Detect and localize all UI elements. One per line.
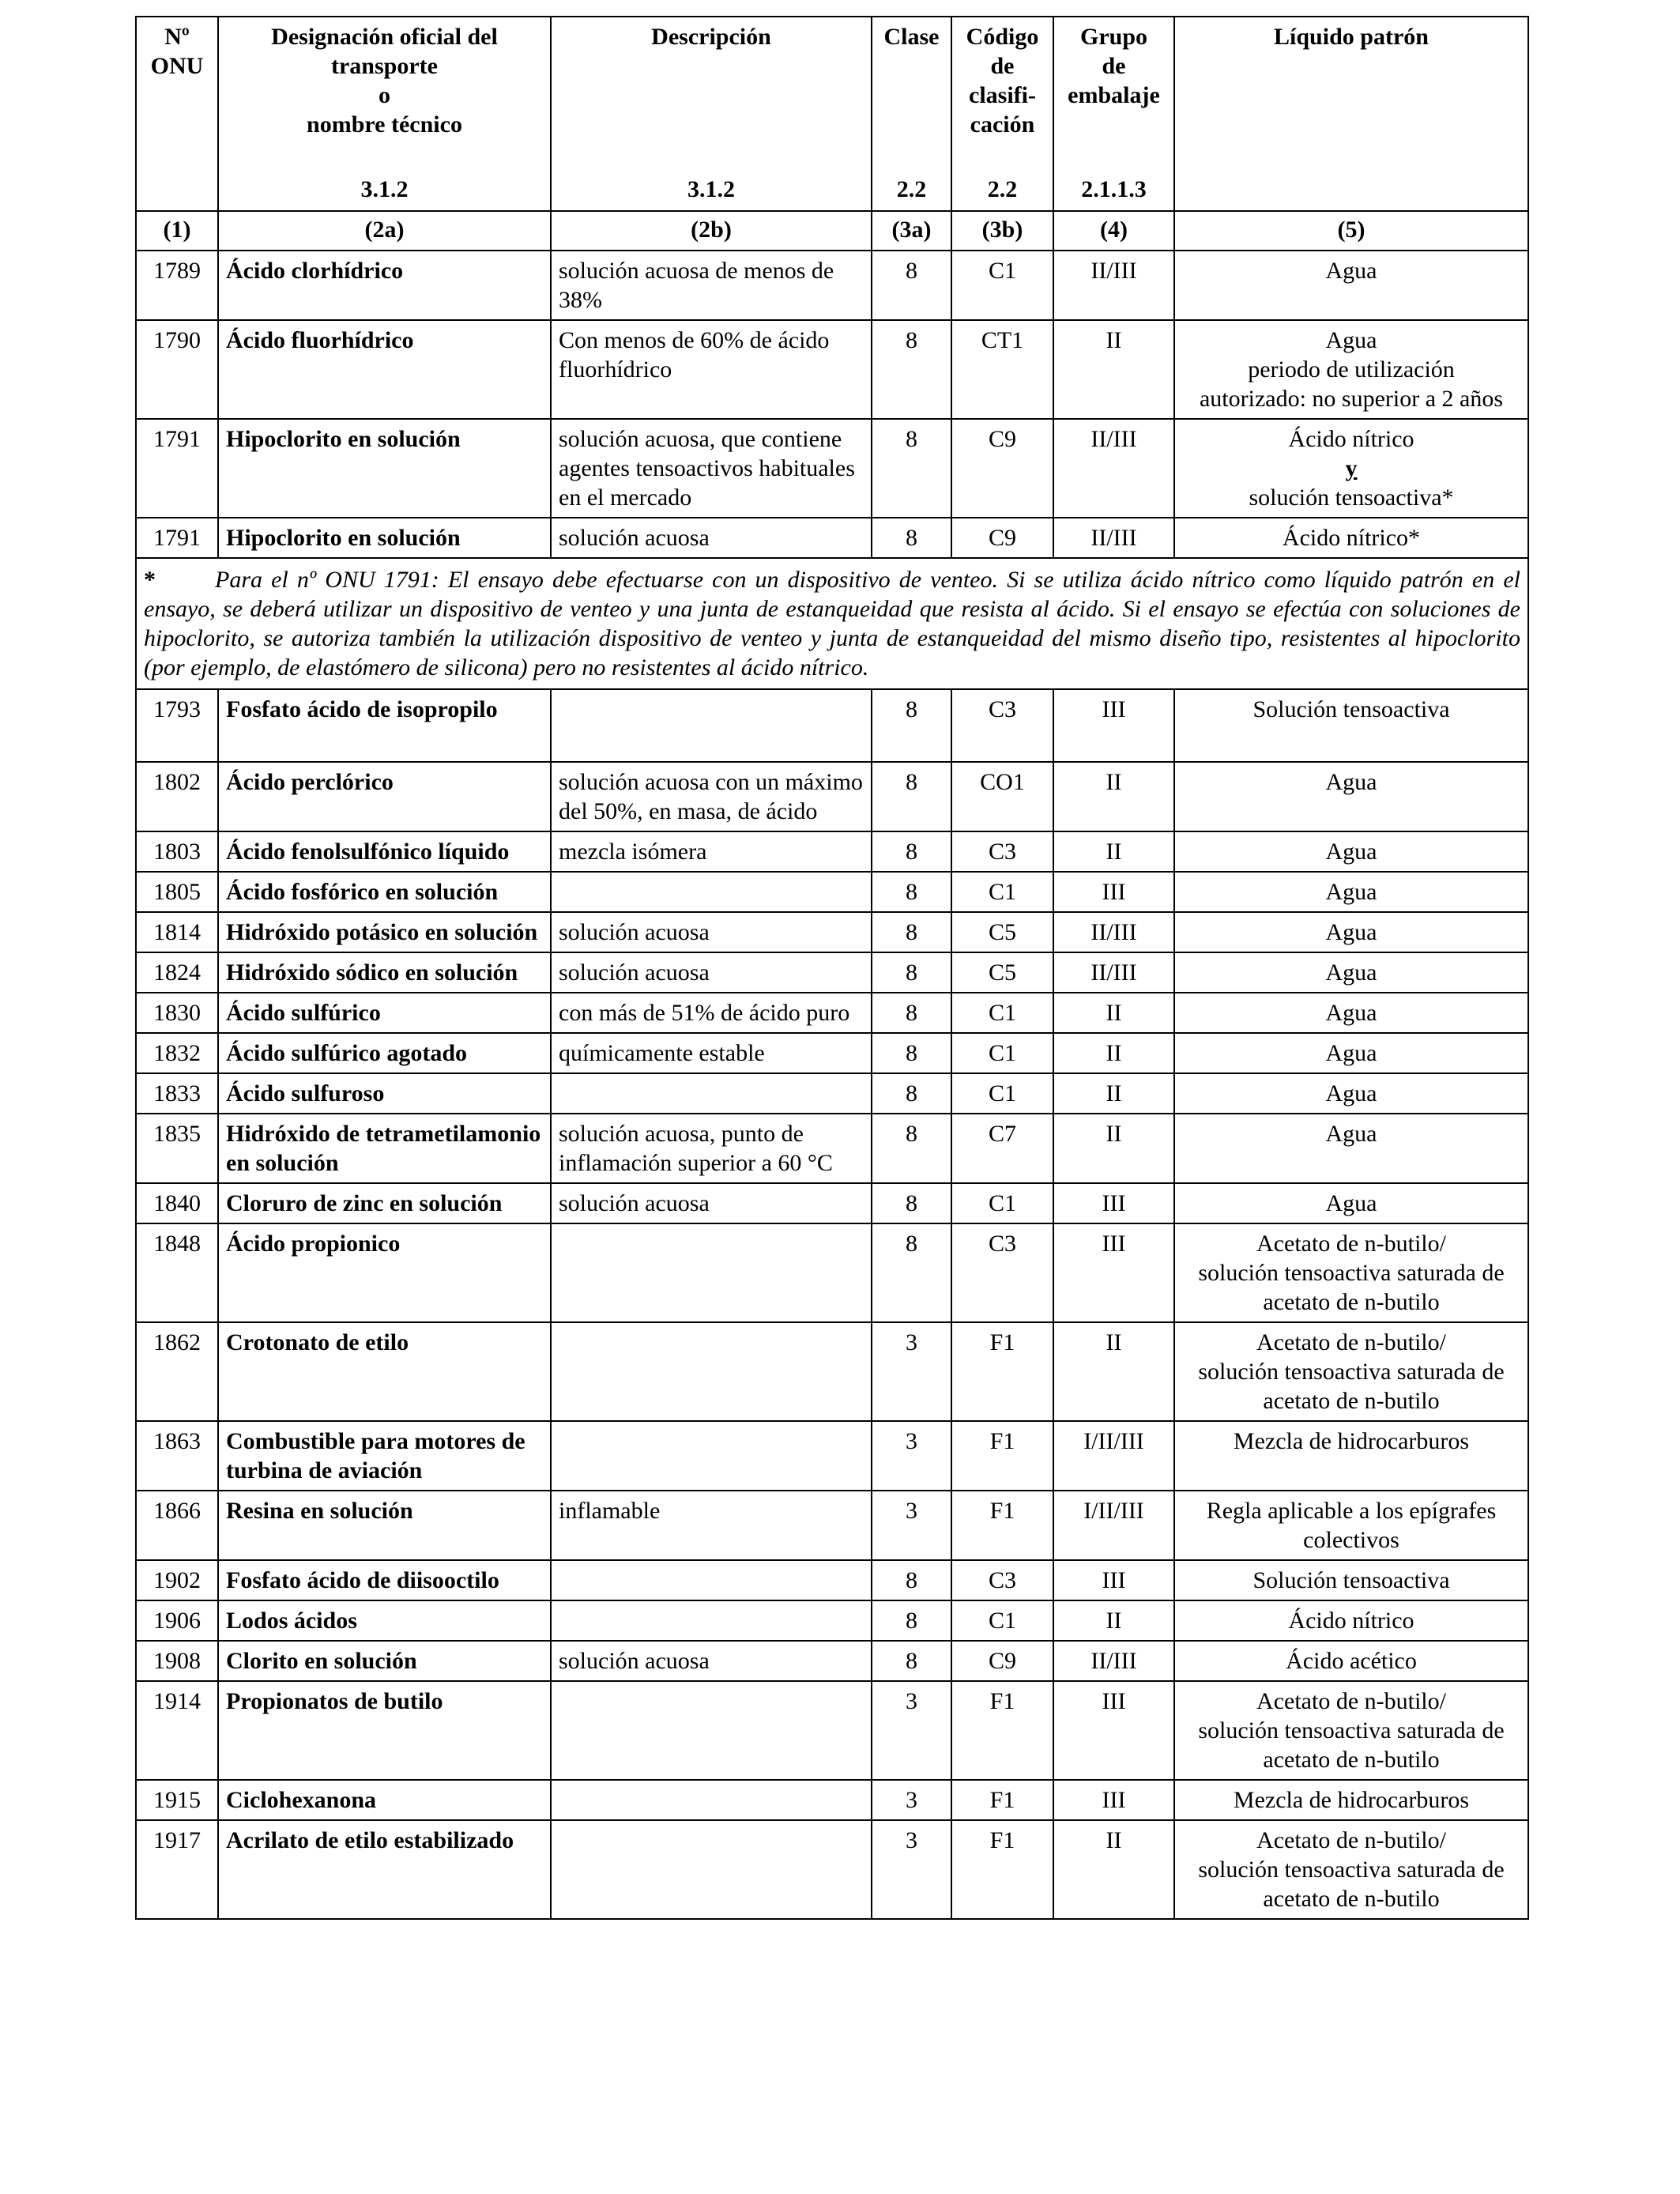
class-cell: 8 [872, 518, 951, 558]
table-row [136, 1600, 1528, 1641]
classification-code-cell: C1 [951, 1600, 1053, 1641]
header-onu-line: Nº [164, 24, 190, 50]
header-onu-line: ONU [150, 53, 204, 79]
standard-liquid-line: Solución tensoactiva [1252, 1567, 1450, 1593]
standard-liquid-cell [1174, 1600, 1528, 1641]
onu-number-cell: 1803 [136, 831, 218, 872]
packing-group-cell: II [1053, 1322, 1174, 1421]
class-cell: 8 [872, 912, 951, 952]
shipping-name-cell: Hidróxido de tetrametilamonio en solución [218, 1114, 551, 1183]
header-code-line: de [990, 53, 1015, 79]
standard-liquid-cell [1174, 912, 1528, 952]
standard-liquid-line: Mezcla de hidrocarburos [1233, 1428, 1470, 1454]
shipping-name-cell: Acrilato de etilo estabilizado [218, 1820, 551, 1919]
table-row [136, 689, 1528, 762]
onu-number-cell: 1830 [136, 993, 218, 1033]
standard-liquid-line: Agua [1325, 1080, 1377, 1106]
shipping-name-cell: Propionatos de butilo [218, 1681, 551, 1780]
header-designation-ref: 3.1.2 [360, 176, 409, 202]
packing-group-cell: III [1053, 872, 1174, 912]
table-row [136, 1073, 1528, 1114]
packing-group-cell: II [1053, 320, 1174, 419]
header-packing-group-line: embalaje [1068, 82, 1160, 108]
standard-liquid-line: acetato de n-butilo [1263, 1747, 1440, 1773]
class-cell: 8 [872, 1073, 951, 1114]
shipping-name-cell: Ácido sulfúrico agotado [218, 1033, 551, 1073]
standard-liquid-cell [1174, 518, 1528, 558]
class-cell: 8 [872, 251, 951, 320]
description-cell: solución acuosa [551, 1183, 872, 1223]
description-cell: solución acuosa, punto de inflamación superior a 60 °C [551, 1114, 872, 1183]
standard-liquid-line: Agua [1325, 327, 1377, 353]
onu-number-cell: 1908 [136, 1641, 218, 1681]
header-code [951, 17, 1053, 211]
standard-liquid-line: Agua [1325, 919, 1377, 945]
header-standard-liquid [1174, 17, 1528, 211]
classification-code-cell: C5 [951, 952, 1053, 993]
onu-number-cell: 1833 [136, 1073, 218, 1114]
onu-number-cell: 1848 [136, 1223, 218, 1322]
onu-number-cell: 1824 [136, 952, 218, 993]
column-number: (4) [1053, 211, 1174, 251]
class-cell: 8 [872, 1223, 951, 1322]
standard-liquid-cell [1174, 831, 1528, 872]
class-cell: 8 [872, 872, 951, 912]
description-cell: solución acuosa con un máximo del 50%, en masa, de ácido [551, 762, 872, 831]
table-row [136, 831, 1528, 872]
header-standard-liquid-label: Líquido patrón [1274, 24, 1429, 50]
onu-number-cell: 1791 [136, 518, 218, 558]
standard-liquid-cell [1174, 689, 1528, 762]
packing-group-cell: II [1053, 762, 1174, 831]
packing-group-cell: II [1053, 1073, 1174, 1114]
onu-number-cell: 1866 [136, 1491, 218, 1560]
table-row [136, 1223, 1528, 1322]
table-row [136, 1780, 1528, 1820]
standard-liquid-line: solución tensoactiva saturada de [1198, 1857, 1505, 1883]
class-cell: 8 [872, 419, 951, 518]
packing-group-cell: I/II/III [1053, 1421, 1174, 1491]
classification-code-cell: C1 [951, 1033, 1053, 1073]
table-row [136, 518, 1528, 558]
shipping-name-cell: Ácido propionico [218, 1223, 551, 1322]
standard-liquid-cell [1174, 1780, 1528, 1820]
onu-number-cell: 1789 [136, 251, 218, 320]
onu-number-cell: 1863 [136, 1421, 218, 1491]
classification-code-cell: CT1 [951, 320, 1053, 419]
packing-group-cell: III [1053, 1780, 1174, 1820]
packing-group-cell: II/III [1053, 1641, 1174, 1681]
header-packing-group-line: Grupo [1079, 24, 1148, 50]
description-cell: con más de 51% de ácido puro [551, 993, 872, 1033]
standard-liquid-line: acetato de n-butilo [1263, 1388, 1440, 1414]
header-description-label: Descripción [651, 24, 771, 50]
packing-group-cell: III [1053, 1681, 1174, 1780]
packing-group-cell: II [1053, 993, 1174, 1033]
packing-group-cell: II/III [1053, 952, 1174, 993]
column-number: (3a) [872, 211, 951, 251]
standard-liquid-cell [1174, 1322, 1528, 1421]
standard-liquid-line: Agua [1325, 1040, 1377, 1066]
column-number: (1) [136, 211, 218, 251]
table-row [136, 952, 1528, 993]
table-row [136, 993, 1528, 1033]
header-designation [218, 17, 551, 211]
onu-number-cell: 1835 [136, 1114, 218, 1183]
description-cell [551, 1322, 872, 1421]
packing-group-cell: II/III [1053, 912, 1174, 952]
description-cell: solución acuosa de menos de 38% [551, 251, 872, 320]
onu-number-cell: 1917 [136, 1820, 218, 1919]
standard-liquid-cell [1174, 952, 1528, 993]
classification-code-cell: C3 [951, 831, 1053, 872]
header-designation-line: nombre técnico [307, 111, 462, 138]
standard-liquid-cell [1174, 1033, 1528, 1073]
shipping-name-cell: Combustible para motores de turbina de aviación [218, 1421, 551, 1491]
description-cell [551, 1421, 872, 1491]
classification-code-cell: F1 [951, 1681, 1053, 1780]
standard-liquid-line: Agua [1325, 839, 1377, 865]
standard-liquid-cell [1174, 872, 1528, 912]
packing-group-cell: III [1053, 1223, 1174, 1322]
classification-code-cell: C7 [951, 1114, 1053, 1183]
header-class-ref: 2.2 [896, 176, 927, 202]
footnote-row [136, 558, 1528, 689]
shipping-name-cell: Ácido clorhídrico [218, 251, 551, 320]
classification-code-cell: C9 [951, 1641, 1053, 1681]
standard-liquid-line: periodo de utilización [1248, 356, 1455, 383]
description-cell [551, 1820, 872, 1919]
standard-liquid-line: Agua [1325, 879, 1377, 905]
header-packing-group [1053, 17, 1174, 211]
header-description [551, 17, 872, 211]
class-cell: 3 [872, 1491, 951, 1560]
standard-liquid-cell [1174, 1820, 1528, 1919]
description-cell: solución acuosa [551, 912, 872, 952]
table-row [136, 1183, 1528, 1223]
header-description-ref: 3.1.2 [687, 176, 735, 202]
header-code-line: cación [970, 111, 1035, 138]
header-onu [136, 17, 218, 211]
classification-code-cell: C3 [951, 1560, 1053, 1600]
header-class-label: Clase [883, 24, 940, 50]
onu-number-cell: 1793 [136, 689, 218, 762]
class-cell: 8 [872, 1183, 951, 1223]
onu-number-cell: 1802 [136, 762, 218, 831]
classification-code-cell: F1 [951, 1780, 1053, 1820]
classification-code-cell: C3 [951, 689, 1053, 762]
description-cell: Con menos de 60% de ácido fluorhídrico [551, 320, 872, 419]
standard-liquid-line: Ácido nítrico [1288, 1608, 1414, 1634]
classification-code-cell: C9 [951, 518, 1053, 558]
class-cell: 3 [872, 1780, 951, 1820]
standard-liquid-cell [1174, 251, 1528, 320]
standard-liquid-cell [1174, 1681, 1528, 1780]
shipping-name-cell: Ácido fluorhídrico [218, 320, 551, 419]
standard-liquid-cell [1174, 1421, 1528, 1491]
header-code-line: Código [966, 24, 1039, 50]
header-designation-line: transporte [331, 53, 438, 79]
standard-liquid-line: Acetato de n-butilo/ [1256, 1827, 1446, 1853]
classification-code-cell: C1 [951, 251, 1053, 320]
header-packing-group-line: de [1102, 53, 1126, 79]
footnote-cell [136, 558, 1528, 689]
description-cell [551, 689, 872, 762]
table-row [136, 1641, 1528, 1681]
description-cell [551, 872, 872, 912]
packing-group-cell: II [1053, 1600, 1174, 1641]
standard-liquid-line: Agua [1325, 1190, 1377, 1216]
standard-liquid-cell [1174, 320, 1528, 419]
onu-number-cell: 1840 [136, 1183, 218, 1223]
table-row [136, 1114, 1528, 1183]
standard-liquid-line: Solución tensoactiva [1252, 696, 1450, 722]
standard-liquid-line: solución tensoactiva saturada de [1198, 1717, 1505, 1744]
classification-code-cell: C3 [951, 1223, 1053, 1322]
table-row [136, 1421, 1528, 1491]
header-packing-group-ref: 2.1.1.3 [1081, 176, 1147, 202]
description-cell [551, 1560, 872, 1600]
table-row [136, 1491, 1528, 1560]
standard-liquid-line: solución tensoactiva saturada de [1198, 1359, 1505, 1385]
table-row [136, 1820, 1528, 1919]
standard-liquid-line: acetato de n-butilo [1263, 1886, 1440, 1912]
description-cell: inflamable [551, 1491, 872, 1560]
standard-liquid-cell [1174, 762, 1528, 831]
class-cell: 8 [872, 952, 951, 993]
class-cell: 8 [872, 993, 951, 1033]
class-cell: 8 [872, 689, 951, 762]
classification-code-cell: F1 [951, 1421, 1053, 1491]
standard-liquid-cell [1174, 1183, 1528, 1223]
shipping-name-cell: Cloruro de zinc en solución [218, 1183, 551, 1223]
description-cell [551, 1681, 872, 1780]
shipping-name-cell: Clorito en solución [218, 1641, 551, 1681]
classification-code-cell: C1 [951, 1073, 1053, 1114]
table-row [136, 1322, 1528, 1421]
table-row [136, 1681, 1528, 1780]
onu-number-cell: 1791 [136, 419, 218, 518]
column-number: (2a) [218, 211, 551, 251]
class-cell: 8 [872, 1033, 951, 1073]
header-designation-line: Designación oficial del [271, 24, 498, 50]
standard-liquid-line: Acetato de n-butilo/ [1256, 1329, 1446, 1355]
table-row [136, 872, 1528, 912]
classification-code-cell: C1 [951, 993, 1053, 1033]
shipping-name-cell: Ácido sulfuroso [218, 1073, 551, 1114]
shipping-name-cell: Hipoclorito en solución [218, 518, 551, 558]
onu-number-cell: 1906 [136, 1600, 218, 1641]
description-cell: solución acuosa [551, 1641, 872, 1681]
footnote-star: * [144, 567, 156, 593]
standard-liquid-line: Agua [1325, 769, 1377, 795]
column-number: (5) [1174, 211, 1528, 251]
standard-liquid-line: solución tensoactiva saturada de [1198, 1260, 1505, 1286]
shipping-name-cell: Ácido sulfúrico [218, 993, 551, 1033]
class-cell: 8 [872, 1560, 951, 1600]
footnote-text: Para el nº ONU 1791: El ensayo debe efectuarse con un dispositivo de venteo. Si se utiliza ácido nítrico como líquido patrón en el ensayo, se deberá utilizar un dispositivo de venteo y una junta de estanqueidad que resista al ácido. Si el ensayo se efectúa con soluciones de hipoclorito, se autoriza también la utilización dispositivo de venteo y junta de estanqueidad del mismo diseño tipo, resistentes al hipoclorito (por ejemplo, de elastómero de silicona) pero no resistentes al ácido nítrico. [144, 567, 1520, 680]
class-cell: 3 [872, 1820, 951, 1919]
class-cell: 3 [872, 1681, 951, 1780]
standard-liquid-line: Agua [1325, 1000, 1377, 1026]
description-cell: solución acuosa [551, 518, 872, 558]
onu-number-cell: 1814 [136, 912, 218, 952]
shipping-name-cell: Fosfato ácido de isopropilo [218, 689, 551, 762]
standard-liquid-cell [1174, 1560, 1528, 1600]
packing-group-cell: III [1053, 689, 1174, 762]
standard-liquid-line: Mezcla de hidrocarburos [1233, 1787, 1470, 1813]
shipping-name-cell: Fosfato ácido de diisooctilo [218, 1560, 551, 1600]
standard-liquid-line: Acetato de n-butilo/ [1256, 1231, 1446, 1257]
standard-liquid-line: Acetato de n-butilo/ [1256, 1688, 1446, 1714]
table-row [136, 1033, 1528, 1073]
classification-code-cell: F1 [951, 1820, 1053, 1919]
classification-code-cell: C1 [951, 1183, 1053, 1223]
shipping-name-cell: Ácido fosfórico en solución [218, 872, 551, 912]
onu-number-cell: 1832 [136, 1033, 218, 1073]
class-cell: 8 [872, 762, 951, 831]
packing-group-cell: II/III [1053, 251, 1174, 320]
header-code-ref: 2.2 [987, 176, 1018, 202]
packing-group-cell: II [1053, 1114, 1174, 1183]
description-cell [551, 1223, 872, 1322]
description-cell: solución acuosa, que contiene agentes tensoactivos habituales en el mercado [551, 419, 872, 518]
shipping-name-cell: Hidróxido potásico en solución [218, 912, 551, 952]
standard-liquid-line: colectivos [1303, 1527, 1399, 1553]
standard-liquid-cell [1174, 1491, 1528, 1560]
shipping-name-cell: Lodos ácidos [218, 1600, 551, 1641]
table-body-after-note [136, 689, 1528, 1919]
standard-liquid-line: Ácido acético [1286, 1648, 1417, 1674]
shipping-name-cell: Hipoclorito en solución [218, 419, 551, 518]
standard-liquid-line: Agua [1325, 959, 1377, 986]
shipping-name-cell: Ciclohexanona [218, 1780, 551, 1820]
standard-liquid-cell [1174, 1073, 1528, 1114]
onu-number-cell: 1805 [136, 872, 218, 912]
classification-code-cell: CO1 [951, 762, 1053, 831]
header-code-line: clasifi- [969, 82, 1036, 108]
standard-liquid-line: Regla aplicable a los epígrafes [1206, 1498, 1497, 1524]
standard-liquid-line: Agua [1325, 1121, 1377, 1147]
description-cell [551, 1780, 872, 1820]
onu-number-cell: 1915 [136, 1780, 218, 1820]
standard-liquid-line: autorizado: no superior a 2 años [1199, 386, 1504, 412]
class-cell: 3 [872, 1322, 951, 1421]
table-row [136, 762, 1528, 831]
class-cell: 8 [872, 320, 951, 419]
packing-group-cell: II [1053, 1033, 1174, 1073]
header-row [136, 17, 1528, 211]
description-cell: solución acuosa [551, 952, 872, 993]
packing-group-cell: II/III [1053, 518, 1174, 558]
column-number: (3b) [951, 211, 1053, 251]
standard-liquid-line: Ácido nítrico [1288, 426, 1414, 452]
standard-liquid-cell [1174, 1223, 1528, 1322]
description-cell: mezcla isómera [551, 831, 872, 872]
onu-number-cell: 1862 [136, 1322, 218, 1421]
table-body-before-note [136, 251, 1528, 558]
column-number-row [136, 211, 1528, 251]
standard-liquid-line: y [1345, 455, 1358, 481]
table-row [136, 912, 1528, 952]
standard-liquid-cell [1174, 1114, 1528, 1183]
classification-code-cell: C1 [951, 872, 1053, 912]
header-designation-line: o [379, 82, 390, 108]
header-class [872, 17, 951, 211]
standard-liquid-cell [1174, 993, 1528, 1033]
shipping-name-cell: Ácido fenolsulfónico líquido [218, 831, 551, 872]
standard-liquid-cell [1174, 1641, 1528, 1681]
table-row [136, 320, 1528, 419]
document-page [135, 16, 1527, 1920]
packing-group-cell: I/II/III [1053, 1491, 1174, 1560]
onu-number-cell: 1790 [136, 320, 218, 419]
packing-group-cell: III [1053, 1183, 1174, 1223]
packing-group-cell: II [1053, 1820, 1174, 1919]
class-cell: 8 [872, 1114, 951, 1183]
classification-code-cell: C5 [951, 912, 1053, 952]
shipping-name-cell: Ácido perclórico [218, 762, 551, 831]
standard-liquid-line: Ácido nítrico* [1282, 525, 1421, 551]
un-substances-table [135, 16, 1529, 1920]
packing-group-cell: III [1053, 1560, 1174, 1600]
class-cell: 8 [872, 831, 951, 872]
onu-number-cell: 1902 [136, 1560, 218, 1600]
packing-group-cell: II [1053, 831, 1174, 872]
onu-number-cell: 1914 [136, 1681, 218, 1780]
table-row [136, 251, 1528, 320]
table-note-section [136, 558, 1528, 689]
table-row [136, 1560, 1528, 1600]
classification-code-cell: C9 [951, 419, 1053, 518]
standard-liquid-cell [1174, 419, 1528, 518]
description-cell [551, 1600, 872, 1641]
classification-code-cell: F1 [951, 1322, 1053, 1421]
shipping-name-cell: Resina en solución [218, 1491, 551, 1560]
standard-liquid-line: acetato de n-butilo [1263, 1289, 1440, 1315]
class-cell: 8 [872, 1641, 951, 1681]
description-cell [551, 1073, 872, 1114]
column-number: (2b) [551, 211, 872, 251]
classification-code-cell: F1 [951, 1491, 1053, 1560]
class-cell: 8 [872, 1600, 951, 1641]
standard-liquid-line: Agua [1325, 258, 1377, 284]
shipping-name-cell: Hidróxido sódico en solución [218, 952, 551, 993]
table-row [136, 419, 1528, 518]
standard-liquid-line: solución tensoactiva* [1249, 484, 1454, 511]
shipping-name-cell: Crotonato de etilo [218, 1322, 551, 1421]
description-cell: químicamente estable [551, 1033, 872, 1073]
class-cell: 3 [872, 1421, 951, 1491]
packing-group-cell: II/III [1053, 419, 1174, 518]
